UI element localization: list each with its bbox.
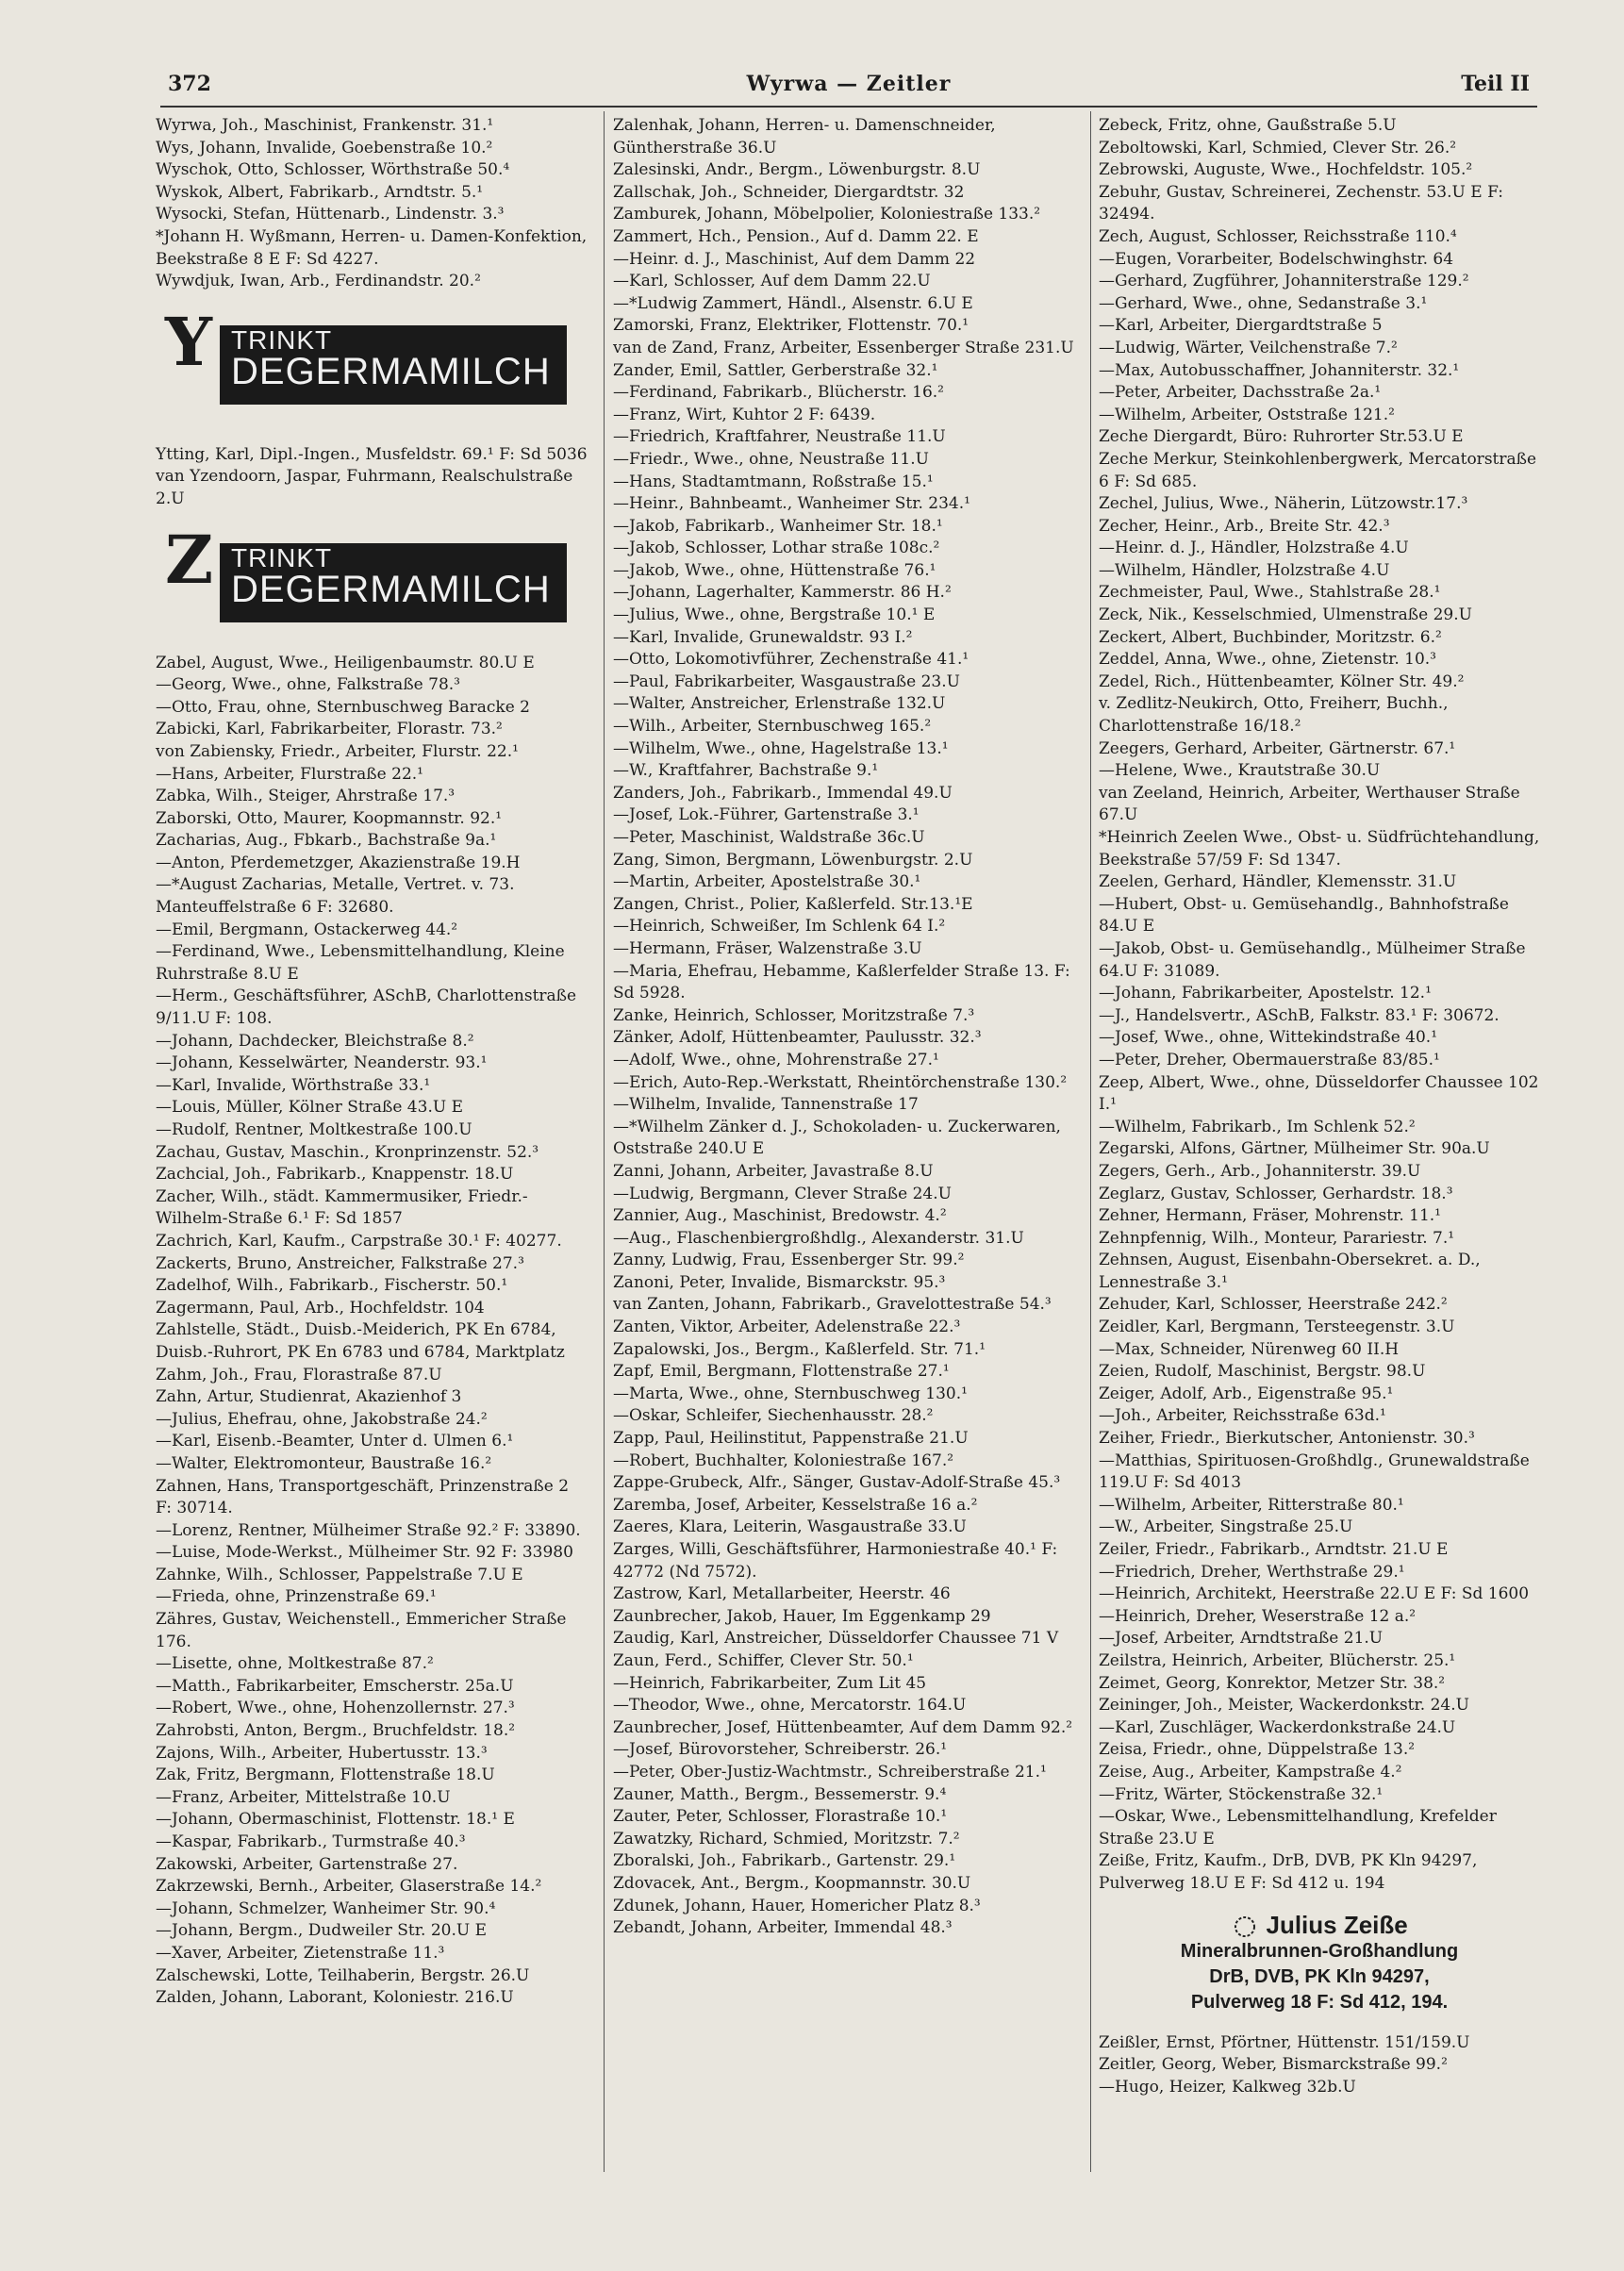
directory-entry: Zagermann, Paul, Arb., Hochfeldstr. 104 (156, 1298, 485, 1318)
directory-entry: Zahnen, Hans, Transportgeschäft, Prinzenstraße 2 F: 30714. (156, 1476, 570, 1518)
directory-entry: Zeimet, Georg, Konrektor, Metzer Str. 38.² (1099, 1673, 1446, 1693)
directory-entry: Zdovacek, Ant., Bergm., Koopmannstr. 30.U (613, 1873, 971, 1893)
directory-entry: —Lisette, ohne, Moltkestraße 87.² (156, 1654, 434, 1674)
directory-entry: —*Ludwig Zammert, Händl., Alsenstr. 6.U E (613, 293, 973, 313)
zeisse-advert (1099, 1910, 1540, 2015)
ad-line-2: DEGERMAMILCH (231, 350, 551, 392)
directory-entry: —Karl, Eisenb.-Beamter, Unter d. Ulmen 6.¹ (156, 1432, 514, 1451)
page-number: 372 (168, 72, 211, 96)
directory-entry: *Johann H. Wyßmann, Herren- u. Damen-Konfektion, Beekstraße 8 E F: Sd 4227. (156, 226, 588, 269)
directory-entry: —Karl, Arbeiter, Diergardtstraße 5 (1099, 316, 1383, 336)
directory-entry: Zakrzewski, Bernh., Arbeiter, Glaserstraße 14.² (156, 1877, 542, 1897)
directory-entry: —Peter, Maschinist, Waldstraße 36c.U (613, 828, 925, 847)
directory-entry: —Ludwig, Bergmann, Clever Straße 24.U (613, 1184, 952, 1203)
directory-entry: —Friedrich, Kraftfahrer, Neustraße 11.U (613, 427, 946, 447)
directory-entry: —Julius, Ehefrau, ohne, Jakobstraße 24.² (156, 1409, 488, 1429)
column-3 (1099, 115, 1540, 2098)
directory-entry: Zedel, Rich., Hüttenbeamter, Kölner Str. 49.² (1099, 671, 1465, 691)
directory-entry: —Walter, Elektromonteur, Baustraße 16.² (156, 1453, 492, 1473)
directory-entry: Wys, Johann, Invalide, Goebenstraße 10.² (156, 138, 493, 157)
directory-entry: van de Zand, Franz, Arbeiter, Essenberger Straße 231.U (613, 338, 1074, 357)
directory-entry: Zeise, Aug., Arbeiter, Kampstraße 4.² (1099, 1762, 1402, 1782)
directory-entry: Zapf, Emil, Bergmann, Flottenstraße 27.¹ (613, 1362, 950, 1382)
directory-entry: —Peter, Ober-Justiz-Wachtmstr., Schreiberstraße 21.¹ (613, 1762, 1047, 1782)
directory-entry: —Erich, Auto-Rep.-Werkstatt, Rheintörchenstraße 130.² (613, 1072, 1068, 1092)
directory-entry: Zeep, Albert, Wwe., ohne, Düsseldorfer Chaussee 102 I.¹ (1099, 1072, 1539, 1115)
directory-entry: Zajons, Wilh., Arbeiter, Hubertusstr. 13.³ (156, 1743, 488, 1763)
directory-entry: —Fritz, Wärter, Stöckenstraße 32.¹ (1099, 1784, 1384, 1804)
advert-name: Julius Zeiße (1266, 1910, 1408, 1939)
directory-entry: Zapalowski, Jos., Bergm., Kaßlerfeld. Str. 71.¹ (613, 1339, 986, 1359)
directory-entry: Zeitler, Georg, Weber, Bismarckstraße 99.² (1099, 2055, 1448, 2075)
entry-list (156, 653, 589, 2010)
directory-entry: Zebuhr, Gustav, Schreinerei, Zechenstr. 53.U E F: 32494. (1099, 182, 1503, 224)
directory-entry: von Zabiensky, Friedr., Arbeiter, Flurstr. 22.¹ (156, 741, 519, 761)
directory-entry: Zecher, Heinr., Arb., Breite Str. 42.³ (1099, 516, 1390, 536)
directory-entry: Zaunbrecher, Josef, Hüttenbeamter, Auf dem Damm 92.² (613, 1717, 1073, 1737)
directory-entry: —W., Kraftfahrer, Bachstraße 9.¹ (613, 761, 879, 781)
directory-entry: —Johann, Dachdecker, Bleichstraße 8.² (156, 1031, 474, 1051)
directory-entry: Zaunbrecher, Jakob, Hauer, Im Eggenkamp 29 (613, 1606, 991, 1626)
directory-entry: —Robert, Wwe., ohne, Hohenzollernstr. 27.³ (156, 1699, 515, 1718)
directory-entry: —Louis, Müller, Kölner Straße 43.U E (156, 1098, 463, 1118)
page-part: Teil II (1461, 72, 1530, 96)
section-z (156, 511, 589, 653)
directory-entry: —Peter, Arbeiter, Dachsstraße 2a.¹ (1099, 383, 1382, 403)
directory-entry: Zeche Merkur, Steinkohlenbergwerk, Mercatorstraße 6 F: Sd 685. (1099, 449, 1537, 491)
directory-entry: —Karl, Zuschläger, Wackerdonkstraße 24.U (1099, 1717, 1456, 1737)
advert-line-1: Mineralbrunnen-Großhandlung (1180, 1940, 1459, 1962)
directory-entry: —Paul, Fabrikarbeiter, Wasgaustraße 23.U (613, 671, 960, 691)
directory-entry: —Oskar, Wwe., Lebensmittelhandlung, Krefelder Straße 23.U E (1099, 1807, 1497, 1848)
directory-entry: —Hugo, Heizer, Kalkweg 32b.U (1099, 2077, 1356, 2097)
directory-entry: Zappe-Grubeck, Alfr., Sänger, Gustav-Adolf-Straße 45.³ (613, 1473, 1061, 1493)
directory-entry: Zeiger, Adolf, Arb., Eigenstraße 95.¹ (1099, 1384, 1394, 1403)
directory-entry: Zammert, Hch., Pension., Auf d. Damm 22. E (613, 226, 979, 246)
directory-entry: —Robert, Buchhalter, Koloniestraße 167.² (613, 1450, 954, 1470)
directory-entry: Zanke, Heinrich, Schlosser, Moritzstraße 7.³ (613, 1005, 975, 1025)
directory-entry: —*Wilhelm Zänker d. J., Schokoladen- u. Zuckerwaren, Oststraße 240.U E (613, 1117, 1061, 1159)
directory-entry: —Peter, Dreher, Obermauerstraße 83/85.¹ (1099, 1050, 1440, 1069)
directory-entry: Zanten, Viktor, Arbeiter, Adelenstraße 22.³ (613, 1318, 961, 1337)
directory-entry: Zehuder, Karl, Schlosser, Heerstraße 242.² (1099, 1295, 1448, 1315)
directory-entry: Zander, Emil, Sattler, Gerberstraße 32.¹ (613, 360, 938, 380)
advert-line-2: DrB, DVB, PK Kln 94297, (1209, 1965, 1430, 1987)
directory-entry: Zeck, Nik., Kesselschmied, Ulmenstraße 29.U (1099, 605, 1472, 625)
directory-entry: Zabicki, Karl, Fabrikarbeiter, Florastr. 73.² (156, 720, 503, 739)
directory-entry: Zeckert, Albert, Buchbinder, Moritzstr. 6.² (1099, 627, 1442, 647)
directory-entry: —Karl, Invalide, Grunewaldstr. 93 I.² (613, 627, 913, 647)
directory-entry: Zeglarz, Gustav, Schlosser, Gerhardstr. 18.³ (1099, 1184, 1453, 1203)
directory-entry: Wywdjuk, Iwan, Arb., Ferdinandstr. 20.² (156, 272, 481, 291)
directory-entry: Zaborski, Otto, Maurer, Koopmannstr. 92.¹ (156, 808, 503, 828)
directory-entry: —Ferdinand, Wwe., Lebensmittelhandlung, Kleine Ruhrstraße 8.U E (156, 942, 565, 984)
directory-entry: —Wilhelm, Arbeiter, Oststraße 121.² (1099, 405, 1395, 424)
directory-entry: Zeiler, Friedr., Fabrikarb., Arndtstr. 21.U E (1099, 1540, 1449, 1559)
column-1 (156, 115, 589, 2010)
directory-entry: Zeche Diergardt, Büro: Ruhrorter Str.53.U E (1099, 427, 1464, 447)
directory-entry: —Karl, Schlosser, Auf dem Damm 22.U (613, 272, 931, 291)
directory-entry: —Wilhelm, Fabrikarb., Im Schlenk 52.² (1099, 1117, 1416, 1136)
directory-entry: Zegers, Gerh., Arb., Johanniterstr. 39.U (1099, 1161, 1421, 1181)
directory-entry: —Helene, Wwe., Krautstraße 30.U (1099, 761, 1381, 781)
directory-entry: Zanny, Ludwig, Frau, Essenberger Str. 99.² (613, 1251, 965, 1270)
header-rule (160, 106, 1537, 108)
directory-entry: —Josef, Arbeiter, Arndtstraße 21.U (1099, 1629, 1384, 1649)
directory-entry: Zboralski, Joh., Fabrikarb., Gartenstr. 29.¹ (613, 1851, 956, 1871)
directory-entry: Zdunek, Johann, Hauer, Homericher Platz 8.³ (613, 1896, 981, 1915)
directory-entry: —Aug., Flaschenbiergroßhdlg., Alexanderstr. 31.U (613, 1228, 1024, 1248)
directory-entry: —Ludwig, Wärter, Veilchenstraße 7.² (1099, 338, 1398, 357)
directory-entry: Zalenhak, Johann, Herren- u. Damenschneider, Güntherstraße 36.U (613, 116, 996, 157)
directory-entry: —Walter, Anstreicher, Erlenstraße 132.U (613, 694, 946, 714)
directory-entry: —Johann, Lagerhalter, Kammerstr. 86 H.² (613, 583, 952, 603)
directory-entry: Zanni, Johann, Arbeiter, Javastraße 8.U (613, 1161, 934, 1181)
advertisement (220, 325, 567, 405)
directory-entry: —Gerhard, Zugführer, Johanniterstraße 129.² (1099, 272, 1469, 291)
directory-entry: —Lorenz, Rentner, Mülheimer Straße 92.² F: 33890. (156, 1520, 581, 1540)
directory-entry: Zaudig, Karl, Anstreicher, Düsseldorfer Chaussee 71 V (613, 1629, 1059, 1649)
directory-entry: Zebrowski, Auguste, Wwe., Hochfeldstr. 105.² (1099, 160, 1473, 180)
section-y (156, 293, 589, 444)
directory-entry: Zaeres, Klara, Leiterin, Wasgaustraße 33.U (613, 1517, 967, 1537)
directory-entry: —Johann, Bergm., Dudweiler Str. 20.U E (156, 1921, 487, 1941)
directory-entry: —Franz, Arbeiter, Mittelstraße 10.U (156, 1787, 451, 1807)
directory-entry: —Hans, Arbeiter, Flurstraße 22.¹ (156, 764, 423, 784)
directory-entry: —Herm., Geschäftsführer, ASchB, Charlottenstraße 9/11.U F: 108. (156, 986, 577, 1029)
directory-entry: Zauner, Matth., Bergm., Bessemerstr. 9.⁴ (613, 1784, 947, 1804)
directory-entry: Zakowski, Arbeiter, Gartenstraße 27. (156, 1854, 458, 1874)
ad-line-1: TRINKT (231, 542, 333, 572)
directory-entry: —Heinrich, Fabrikarbeiter, Zum Lit 45 (613, 1673, 927, 1693)
directory-entry: Zak, Fritz, Bergmann, Flottenstraße 18.U (156, 1765, 495, 1785)
directory-entry: Zabka, Wilh., Steiger, Ahrstraße 17.³ (156, 787, 456, 806)
directory-entry: —Otto, Frau, ohne, Sternbuschweg Baracke 2 (156, 697, 530, 717)
directory-entry: Zeelen, Gerhard, Händler, Klemensstr. 31.U (1099, 872, 1457, 892)
directory-entry: Zamorski, Franz, Elektriker, Flottenstr. 70.¹ (613, 316, 969, 336)
directory-entry: —Max, Autobusschaffner, Johanniterstr. 32.¹ (1099, 360, 1460, 380)
directory-entry: Zachrich, Karl, Kaufm., Carpstraße 30.¹ F: 40277. (156, 1231, 562, 1251)
directory-entry: Zahnke, Wilh., Schlosser, Pappelstraße 7.U E (156, 1565, 523, 1584)
entry-list (1099, 2032, 1540, 2099)
directory-entry: Zamburek, Johann, Möbelpolier, Koloniestraße 133.² (613, 205, 1041, 224)
directory-entry: —Georg, Wwe., ohne, Falkstraße 78.³ (156, 675, 460, 695)
directory-entry: Zeininger, Joh., Meister, Wackerdonkstr. 24.U (1099, 1696, 1469, 1716)
advert-title (1099, 1910, 1540, 1939)
directory-entry: Zaremba, Josef, Arbeiter, Kesselstraße 16 a.² (613, 1495, 978, 1515)
directory-entry: —Friedrich, Dreher, Werthstraße 29.¹ (1099, 1562, 1405, 1582)
directory-entry: —Emil, Bergmann, Ostackerweg 44.² (156, 920, 458, 939)
ad-line-1: TRINKT (231, 324, 333, 355)
directory-entry: Zadelhof, Wilh., Fabrikarb., Fischerstr. 50.¹ (156, 1276, 508, 1296)
directory-entry: —Marta, Wwe., ohne, Sternbuschweg 130.¹ (613, 1384, 968, 1403)
page-title: Wyrwa — Zeitler (746, 72, 952, 96)
directory-entry: —Hermann, Fräser, Walzenstraße 3.U (613, 938, 922, 958)
directory-entry: Zebandt, Johann, Arbeiter, Immendal 48.³ (613, 1918, 953, 1938)
directory-entry: Zechel, Julius, Wwe., Näherin, Lützowstr.17.³ (1099, 494, 1468, 514)
directory-entry: Wyskok, Albert, Fabrikarb., Arndtstr. 5.¹ (156, 182, 484, 202)
directory-entry: Zegarski, Alfons, Gärtner, Mülheimer Str. 90a.U (1099, 1139, 1490, 1159)
directory-entry: Zeiße, Fritz, Kaufm., DrB, DVB, PK Kln 94297, Pulverweg 18.U E F: Sd 412 u. 194 (1099, 1851, 1478, 1893)
directory-entry: Zähres, Gustav, Weichenstell., Emmericher Straße 176. (156, 1610, 567, 1651)
directory-entry: —Heinr., Bahnbeamt., Wanheimer Str. 234.¹ (613, 494, 970, 514)
directory-entry: Zangen, Christ., Polier, Kaßlerfeld. Str.13.¹E (613, 894, 973, 914)
directory-entry: Zeboltowski, Karl, Schmied, Clever Str. 26.² (1099, 138, 1457, 157)
directory-entry: —Adolf, Wwe., ohne, Mohrenstraße 27.¹ (613, 1050, 939, 1069)
directory-entry: Zauter, Peter, Schlosser, Florastraße 10.¹ (613, 1807, 948, 1827)
directory-entry: —W., Arbeiter, Singstraße 25.U (1099, 1517, 1353, 1537)
entry-list (613, 115, 1085, 1940)
directory-entry: Zeisa, Friedr., ohne, Düppelstraße 13.² (1099, 1740, 1416, 1760)
directory-entry: Zalesinski, Andr., Bergm., Löwenburgstr. 8.U (613, 160, 981, 180)
directory-entry: Zehnpfennig, Wilh., Monteur, Parariestr. 7.¹ (1099, 1228, 1455, 1248)
directory-entry: Zastrow, Karl, Metallarbeiter, Heerstr. 46 (613, 1584, 951, 1604)
directory-entry: —Xaver, Arbeiter, Zietenstraße 11.³ (156, 1943, 445, 1963)
directory-entry: —J., Handelsvertr., ASchB, Falkstr. 83.¹ F: 30672. (1099, 1005, 1500, 1025)
directory-entry: v. Zedlitz-Neukirch, Otto, Freiherr, Buchh., Charlottenstraße 16/18.² (1099, 694, 1449, 737)
directory-entry: Zang, Simon, Bergmann, Löwenburgstr. 2.U (613, 850, 973, 870)
column-divider (1090, 111, 1091, 2172)
directory-entry: Zackerts, Bruno, Anstreicher, Falkstraße 27.³ (156, 1253, 524, 1273)
directory-entry: —Julius, Wwe., ohne, Bergstraße 10.¹ E (613, 605, 936, 625)
directory-entry: van Yzendoorn, Jaspar, Fuhrmann, Realschulstraße 2.U (156, 467, 573, 508)
directory-entry: —Franz, Wirt, Kuhtor 2 F: 6439. (613, 405, 876, 424)
directory-entry: Zeißler, Ernst, Pförtner, Hüttenstr. 151/159.U (1099, 2032, 1470, 2052)
directory-entry: —Josef, Lok.-Führer, Gartenstraße 3.¹ (613, 805, 920, 825)
directory-entry: —Rudolf, Rentner, Moltkestraße 100.U (156, 1120, 472, 1139)
directory-entry: Zahlstelle, Städt., Duisb.-Meiderich, PK En 6784, Duisb.-Ruhrort, PK En 6783 und 6784, Marktplatz (156, 1320, 565, 1362)
directory-entry: —Johann, Kesselwärter, Neanderstr. 93.¹ (156, 1053, 488, 1073)
directory-entry: —Eugen, Vorarbeiter, Bodelschwinghstr. 64 (1099, 249, 1454, 269)
directory-entry: Zeegers, Gerhard, Arbeiter, Gärtnerstr. 67.¹ (1099, 738, 1456, 758)
directory-entry: —Otto, Lokomotivführer, Zechenstraße 41.¹ (613, 650, 969, 670)
directory-entry: Zanoni, Peter, Invalide, Bismarckstr. 95.³ (613, 1272, 946, 1292)
directory-entry: Wyschok, Otto, Schlosser, Wörthstraße 50.⁴ (156, 160, 510, 180)
directory-entry: Zacharias, Aug., Fbkarb., Bachstraße 9a.¹ (156, 831, 497, 851)
directory-entry: Zeiher, Friedr., Bierkutscher, Antonienstr. 30.³ (1099, 1429, 1475, 1449)
directory-entry: —Wilhelm, Händler, Holzstraße 4.U (1099, 560, 1390, 580)
directory-entry: Ytting, Karl, Dipl.-Ingen., Musfeldstr. 69.¹ F: Sd 5036 (156, 444, 588, 464)
directory-entry: —Jakob, Fabrikarb., Wanheimer Str. 18.¹ (613, 516, 943, 536)
directory-entry: Zänker, Adolf, Hüttenbeamter, Paulusstr. 32.³ (613, 1028, 982, 1048)
directory-entry: —Johann, Obermaschinist, Flottenstr. 18.¹ E (156, 1810, 515, 1830)
directory-entry: —Wilhelm, Invalide, Tannenstraße 17 (613, 1095, 919, 1115)
section-letter: Y (165, 302, 212, 381)
directory-entry: —Heinrich, Architekt, Heerstraße 22.U E F: Sd 1600 (1099, 1584, 1530, 1604)
seal-icon (1231, 1915, 1259, 1939)
directory-entry: —Max, Schneider, Nürenweg 60 II.H (1099, 1339, 1400, 1359)
section-letter: Z (165, 520, 214, 599)
directory-entry: —Joh., Arbeiter, Reichsstraße 63d.¹ (1099, 1406, 1386, 1426)
directory-entry: —Josef, Wwe., ohne, Wittekindstraße 40.¹ (1099, 1028, 1438, 1048)
directory-entry: Wyrwa, Joh., Maschinist, Frankenstr. 31.¹ (156, 116, 494, 135)
directory-entry: —Heinr. d. J., Maschinist, Auf dem Damm 22 (613, 249, 976, 269)
directory-entry: —Matthias, Spirituosen-Großhdlg., Grunewaldstraße 119.U F: Sd 4013 (1099, 1450, 1530, 1493)
directory-entry: —Heinrich, Schweißer, Im Schlenk 64 I.² (613, 917, 946, 937)
directory-entry: —Hubert, Obst- u. Gemüsehandlg., Bahnhofstraße 84.U E (1099, 894, 1509, 937)
entry-list (1099, 115, 1540, 1896)
directory-entry: van Zeeland, Heinrich, Arbeiter, Werthauser Straße 67.U (1099, 783, 1520, 825)
directory-entry: Zabel, August, Wwe., Heiligenbaumstr. 80.U E (156, 653, 535, 672)
directory-entry: Zahn, Artur, Studienrat, Akazienhof 3 (156, 1387, 462, 1407)
directory-entry: Zapp, Paul, Heilinstitut, Pappenstraße 21.U (613, 1429, 969, 1449)
directory-entry: Zech, August, Schlosser, Reichsstraße 110.⁴ (1099, 226, 1457, 246)
directory-entry: —Ferdinand, Fabrikarb., Blücherstr. 16.² (613, 383, 944, 403)
directory-entry: —Luise, Mode-Werkst., Mülheimer Str. 92 F: 33980 (156, 1543, 573, 1563)
directory-entry: —Josef, Bürovorsteher, Schreiberstr. 26.¹ (613, 1740, 948, 1760)
directory-entry: Zallschak, Joh., Schneider, Diergardtstr. 32 (613, 182, 965, 202)
directory-entry: Zehnsen, August, Eisenbahn-Obersekret. a. D., Lennestraße 3.¹ (1099, 1251, 1481, 1292)
directory-entry: Zawatzky, Richard, Schmied, Moritzstr. 7.² (613, 1829, 960, 1848)
directory-entry: Zachau, Gustav, Maschin., Kronprinzenstr. 52.³ (156, 1142, 539, 1162)
directory-entry: —Johann, Schmelzer, Wanheimer Str. 90.⁴ (156, 1898, 496, 1918)
page-header (160, 66, 1537, 104)
directory-entry: Zaun, Ferd., Schiffer, Clever Str. 50.¹ (613, 1650, 914, 1670)
directory-entry: Zalden, Johann, Laborant, Koloniestr. 216.U (156, 1988, 514, 2008)
column-divider (604, 111, 605, 2172)
directory-entry: —Gerhard, Wwe., ohne, Sedanstraße 3.¹ (1099, 293, 1428, 313)
directory-entry: —Jakob, Schlosser, Lothar straße 108c.² (613, 539, 940, 558)
directory-entry: Zahrobsti, Anton, Bergm., Bruchfeldstr. 18.² (156, 1721, 516, 1741)
directory-entry: —Jakob, Wwe., ohne, Hüttenstraße 76.¹ (613, 560, 936, 580)
directory-entry: Zalschewski, Lotte, Teilhaberin, Bergstr. 26.U (156, 1965, 530, 1985)
directory-entry: —Maria, Ehefrau, Hebamme, Kaßlerfelder Straße 13. F: Sd 5928. (613, 961, 1070, 1003)
directory-entry: Zacher, Wilh., städt. Kammermusiker, Friedr.-Wilhelm-Straße 6.¹ F: Sd 1857 (156, 1186, 528, 1229)
directory-entry: *Heinrich Zeelen Wwe., Obst- u. Südfrüchtehandlung, Beekstraße 57/59 F: Sd 1347. (1099, 828, 1540, 870)
directory-entry: —Johann, Fabrikarbeiter, Apostelstr. 12.¹ (1099, 984, 1432, 1003)
directory-entry: —Heinr. d. J., Händler, Holzstraße 4.U (1099, 539, 1409, 558)
directory-entry: —Friedr., Wwe., ohne, Neustraße 11.U (613, 449, 929, 469)
directory-entry: —Wilh., Arbeiter, Sternbuschweg 165.² (613, 717, 932, 737)
directory-entry: —Anton, Pferdemetzger, Akazienstraße 19.H (156, 853, 521, 872)
directory-entry: Zannier, Aug., Maschinist, Bredowstr. 4.² (613, 1206, 947, 1226)
directory-entry: —Oskar, Schleifer, Siechenhausstr. 28.² (613, 1406, 934, 1426)
directory-entry: —Wilhelm, Wwe., ohne, Hagelstraße 13.¹ (613, 738, 949, 758)
column-2 (613, 115, 1085, 1940)
entry-list (156, 444, 589, 511)
ad-line-2: DEGERMAMILCH (231, 568, 551, 610)
directory-entry: van Zanten, Johann, Fabrikarb., Gravelottestraße 54.³ (613, 1295, 1052, 1315)
directory-entry: Zebeck, Fritz, ohne, Gaußstraße 5.U (1099, 116, 1397, 135)
directory-entry: Wysocki, Stefan, Hüttenarb., Lindenstr. 3.³ (156, 205, 505, 224)
directory-entry: Zeddel, Anna, Wwe., ohne, Zietenstr. 10.³ (1099, 650, 1436, 670)
directory-entry: —Kaspar, Fabrikarb., Turmstraße 40.³ (156, 1832, 466, 1851)
directory-entry: —Martin, Arbeiter, Apostelstraße 30.¹ (613, 872, 921, 892)
directory-entry: Zechmeister, Paul, Wwe., Stahlstraße 28.¹ (1099, 583, 1441, 603)
directory-entry: —Karl, Invalide, Wörthstraße 33.¹ (156, 1075, 431, 1095)
directory-entry: Zahm, Joh., Frau, Florastraße 87.U (156, 1365, 442, 1384)
directory-entry: —Frieda, ohne, Prinzenstraße 69.¹ (156, 1587, 437, 1607)
directory-entry: Zeilstra, Heinrich, Arbeiter, Blücherstr. 25.¹ (1099, 1650, 1456, 1670)
directory-entry: —Heinrich, Dreher, Weserstraße 12 a.² (1099, 1606, 1417, 1626)
directory-entry: —Wilhelm, Arbeiter, Ritterstraße 80.¹ (1099, 1495, 1404, 1515)
advert-line-3: Pulverweg 18 F: Sd 412, 194. (1190, 1991, 1449, 2013)
entry-list (156, 115, 589, 293)
directory-entry: Zachcial, Joh., Fabrikarb., Knappenstr. 18.U (156, 1165, 514, 1185)
directory-entry: Zeidler, Karl, Bergmann, Tersteegenstr. 3.U (1099, 1318, 1455, 1337)
directory-entry: —Hans, Stadtamtmann, Roßstraße 15.¹ (613, 472, 934, 491)
directory-entry: Zeien, Rudolf, Maschinist, Bergstr. 98.U (1099, 1362, 1426, 1382)
directory-entry: —*August Zacharias, Metalle, Vertret. v. 73. Manteuffelstraße 6 F: 32680. (156, 875, 515, 918)
directory-entry: —Theodor, Wwe., ohne, Mercatorstr. 164.U (613, 1696, 967, 1716)
directory-entry: Zarges, Willi, Geschäftsführer, Harmoniestraße 40.¹ F: 42772 (Nd 7572). (613, 1540, 1058, 1582)
advertisement (220, 543, 567, 622)
directory-entry: —Jakob, Obst- u. Gemüsehandlg., Mülheimer Straße 64.U F: 31089. (1099, 938, 1526, 981)
directory-entry: Zehner, Hermann, Fräser, Mohrenstr. 11.¹ (1099, 1206, 1441, 1226)
directory-entry: —Matth., Fabrikarbeiter, Emscherstr. 25a.U (156, 1676, 514, 1696)
directory-entry: Zanders, Joh., Fabrikarb., Immendal 49.U (613, 783, 953, 803)
